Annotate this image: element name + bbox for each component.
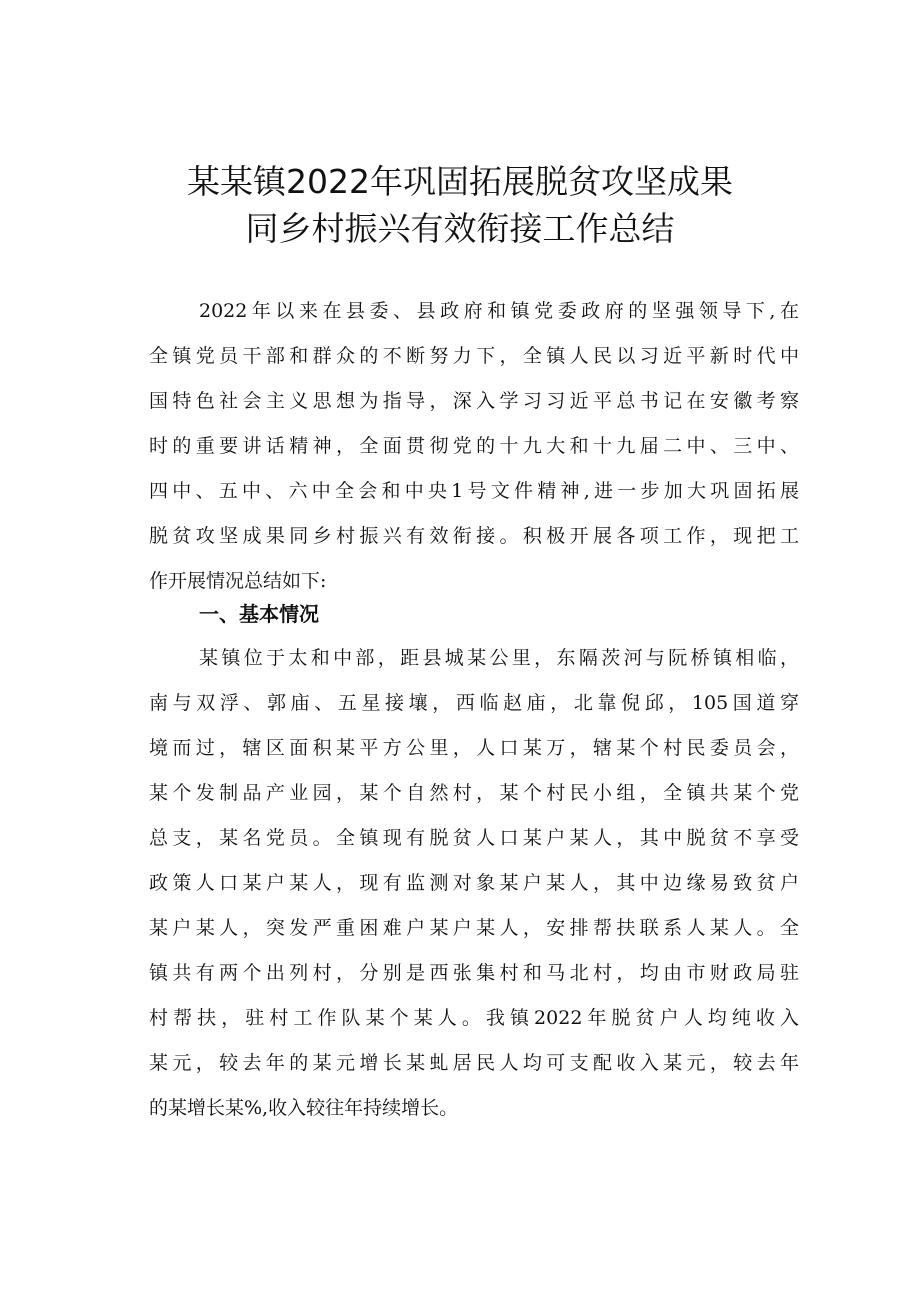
section-1-line-9: 村帮扶，驻村工作队某个某人。我镇2022年脱贫户人均纯收入 — [149, 1007, 799, 1029]
paragraph-1-line-5: 四中、五中、六中全会和中央1号文件精神,进一步加大巩固拓展 — [149, 480, 799, 502]
section-1-line-3: 境而过，辖区面积某平方公里，人口某万，辖某个村民委员会， — [149, 737, 799, 759]
document-title-line-1: 某某镇2022年巩固拓展脱贫攻坚成果 — [187, 162, 733, 201]
paragraph-1-line-7: 作开展情况总结如下: — [149, 570, 327, 592]
section-1-line-2: 南与双浮、郭庙、五星接壤，西临赵庙，北靠倪邱，105国道穿 — [149, 692, 799, 714]
section-1-line-11: 的某增长某%,收入较往年持续增长。 — [149, 1097, 459, 1119]
paragraph-1-line-1: 2022年以来在县委、县政府和镇党委政府的坚强领导下,在 — [199, 300, 799, 322]
document-title-line-2: 同乡村振兴有效衔接工作总结 — [245, 209, 675, 248]
paragraph-1-line-4: 时的重要讲话精神，全面贯彻党的十九大和十九届二中、三中、 — [149, 435, 799, 457]
paragraph-1-line-6: 脱贫攻坚成果同乡村振兴有效衔接。积极开展各项工作，现把工 — [149, 525, 799, 547]
section-1-line-6: 政策人口某户某人，现有监测对象某户某人，其中边缘易致贫户 — [149, 872, 799, 894]
section-1-line-7: 某户某人，突发严重困难户某户某人，安排帮扶联系人某人。全 — [149, 917, 799, 939]
section-1-line-10: 某元，较去年的某元增长某虬居民人均可支配收入某元，较去年 — [149, 1052, 799, 1074]
section-1-line-5: 总支，某名党员。全镇现有脱贫人口某户某人，其中脱贫不享受 — [149, 827, 799, 849]
section-1-line-4: 某个发制品产业园，某个自然村，某个村民小组，全镇共某个党 — [149, 782, 799, 804]
section-heading: 一、基本情况 — [199, 602, 319, 626]
paragraph-1-line-3: 国特色社会主义思想为指导，深入学习习近平总书记在安徽考察 — [149, 390, 799, 412]
section-1-line-1: 某镇位于太和中部，距县城某公里，东隔茨河与阮桥镇相临， — [199, 647, 799, 669]
paragraph-1-line-2: 全镇党员干部和群众的不断努力下，全镇人民以习近平新时代中 — [149, 345, 799, 367]
section-1-line-8: 镇共有两个出列村，分别是西张集村和马北村，均由市财政局驻 — [149, 962, 799, 984]
